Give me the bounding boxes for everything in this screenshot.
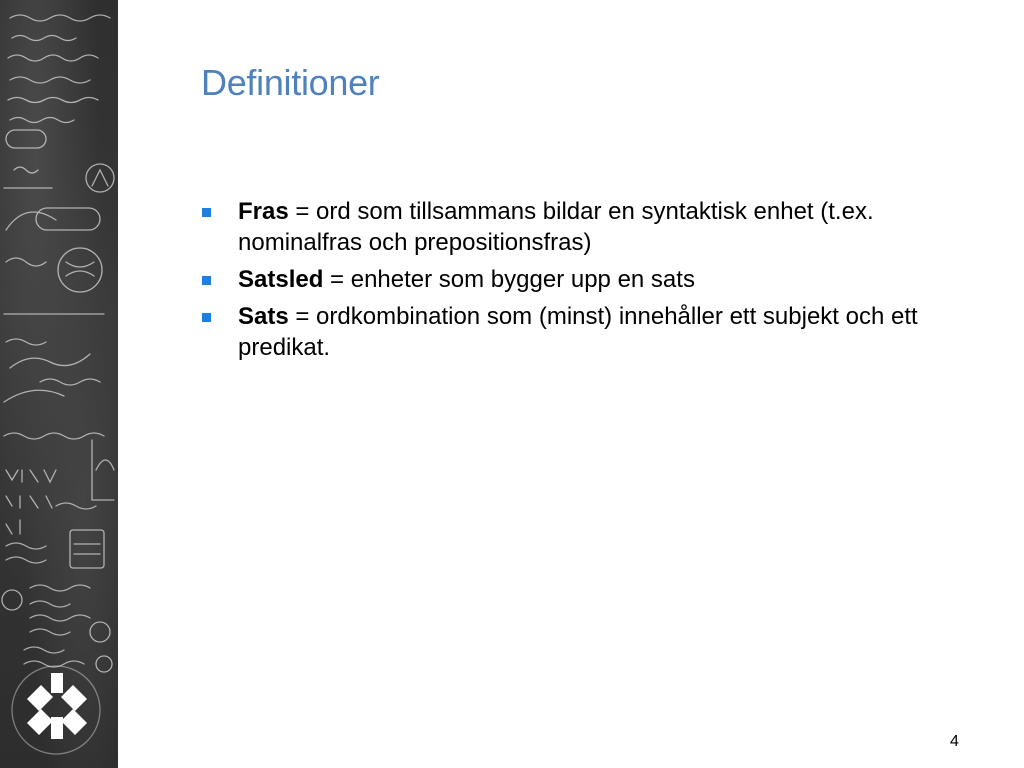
bullet-term: Satsled: [238, 266, 324, 293]
bullet-term: Sats: [238, 303, 289, 330]
bullet-definition: = ordkombination som (minst) innehåller ett subjekt och ett predikat.: [238, 303, 918, 361]
bullet-fras: [200, 196, 970, 258]
page-number: 4: [950, 733, 959, 750]
bullet-definition: = ord som tillsammans bildar en syntaktisk enhet (t.ex. nominalfras och prepositionsfras): [238, 198, 874, 256]
square-bullet-icon: [202, 276, 211, 285]
bullet-sats: [200, 301, 970, 363]
definition-list: [200, 196, 970, 369]
square-bullet-icon: [202, 313, 211, 322]
university-logo: [0, 0, 118, 768]
chalkboard-decoration: [0, 0, 118, 768]
bullet-satsled: [200, 264, 970, 295]
bullet-definition: = enheter som bygger upp en sats: [323, 266, 695, 293]
slide-title: Definitioner: [201, 62, 380, 103]
square-bullet-icon: [202, 208, 211, 217]
bullet-term: Fras: [238, 198, 289, 225]
